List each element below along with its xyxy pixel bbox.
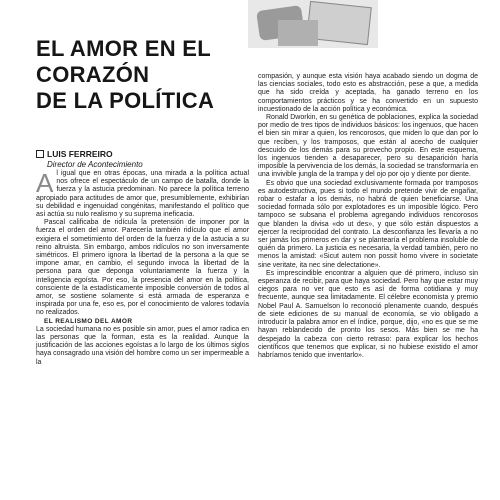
title-line: CORAZÓN: [36, 62, 150, 87]
author-block: [36, 149, 256, 169]
paragraph-text: l igual que en otras épocas, una mirada a la política actual nos ofrece el espectáculo de un campo de batalla, donde la fuerza y la astucia predominan. No parece la política terreno apropiado para actitudes de amor que, presumiblemente, exhibirían su debilidad e ingenuidad congénitas, manifestando el político que así actúa su nulo realismo y su suprema ineficacia.: [36, 170, 249, 219]
paragraph: La sociedad humana no es posible sin amor, pues el amor radica en las personas que la forman, esta es la realidad. Aunque la justificación de las acciones egoístas a lo largo de los últimos siglos haya consagrado una visión del hombre como un ser impermeable a la: [36, 325, 249, 366]
section-subhead: EL REALISMO DEL AMOR: [44, 317, 133, 325]
photo-shape: [278, 20, 318, 46]
drop-cap: A: [36, 168, 54, 198]
header-photo: [248, 0, 378, 48]
paragraph: [36, 170, 249, 219]
title-line: EL AMOR EN EL: [36, 36, 212, 61]
paragraph: compasión, y aunque esta visión haya acabado siendo un dogma de las ciencias sociales, todo esto es abstracción, pese a que, a medida que ha sido creída y aceptada, ha ganado terreno en los comportamientos prácticos y se ha convertido en un supuesto incuestionado de la acción política y económica.: [258, 73, 478, 113]
author-name-text: LUIS FERREIRO: [47, 149, 113, 159]
paragraph: Es imprescindible encontrar a alguien que dé primero, incluso sin esperanza de recibir, para que haya sociedad. Pero hay que estar muy ciegos para no ver que esto es así de forma cotidiana y muy frecuente, aunque sea limitadamente. El célebre economista y premio Nobel Paul A. Samuelson lo reconoció plenamente cuando, después de siete ediciones de su manual de economía, se vio obligado a introducir la palabra amor en el índice, porque, dijo, «no es que se me hayan reblandecido de pronto los sesos. Más bien se me ha despejado la cabeza con cierto retraso: para explicar los hechos científicos que tenemos que explicar, si no hubiese existido el amor habríamos tenido que inventarlo».: [258, 269, 478, 359]
left-column: [36, 170, 249, 367]
title-line: DE LA POLÍTICA: [36, 88, 215, 113]
paragraph: Ronald Dworkin, en su genética de poblaciones, explica la sociedad por medio de tres tipos de individuos básicos: los ingenuos, que hacen el bien sin mirar a quien, los rencorosos, que miden lo que dan por lo que reciben, y los tramposos, que están al acecho de cualquier descuido de los demás para su provecho propio. En este esquema, los ingenuos tienden a desaparecer, pero su desaparición haría imposible la pervivencia de los demás, la sociedad se transformaría en una invivible jungla de la trampa y del ojo por ojo y diente por diente.: [258, 114, 478, 179]
checkbox-square-icon: [36, 150, 44, 158]
author-name: [36, 149, 256, 159]
article-title: [36, 36, 236, 114]
author-role: Director de Acontecimiento: [47, 160, 143, 169]
right-column: [258, 73, 478, 360]
paragraph: Es obvio que una sociedad exclusivamente formada por tramposos es autodestructiva, pues si todo el mundo pretende vivir de engañar, robar o estafar a los demás, no habrá de quien beneficiarse. Una sociedad formada sólo por explotadores es un imposible lógico. Pero tampoco se subsana el problema agregando individuos rencorosos que blanden la divisa «do ut des», y que sólo están dispuestos a ejercer la reciprocidad del contrato. La desconfianza les llevaría a no ser jamás los primeros en dar y se plantearía el problema insoluble de quién da primero. La justicia es necesaria, la verdad también, pero no menos la amistad: «Sicut autem non possit homo vivere in societate sine veritate, ita nec sine delectatione».: [258, 179, 478, 269]
paragraph: Pascal calificaba de ridícula la pretensión de imponer por la fuerza el orden del amor. Parecería también ridículo que el amor exigiera el sometimiento del orden de la fuerza y de la astucia a su reino altruista. Sin embargo, ambos ridículos no son inversamente simétricos. El primero ignora la libertad de la persona a la que se impone amar, en cambio, el segundo invoca la libertad de la persona para que deponga voluntariamente la fuerza y la inteligencia egoísta. Por eso, la presencia del amor en la política, consciente de la estadísticamente imposible conversión de todos al amor, se sostiene solamente si está armada de esperanza e inspirada por una fe, eso es, por el conocimiento de valores todavía no realizados.: [36, 219, 249, 317]
